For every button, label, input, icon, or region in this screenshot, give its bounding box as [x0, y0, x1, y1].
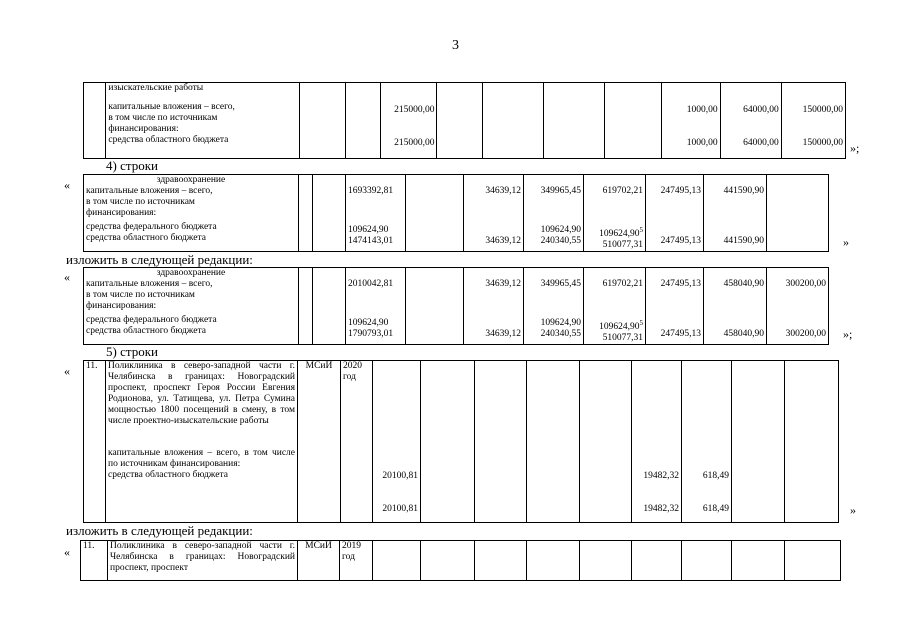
t2-cell: 619702,21 109624,90$^5$ 510077,31 [584, 175, 646, 252]
t3-description: здравоохранение капитальные вложения – всего, в том числе по источникам финансирования: средства федерального бюджета средства областного бюджета [84, 268, 299, 345]
opening-quote: « [64, 364, 70, 378]
t3-cell: 458040,90 458040,90 [704, 268, 767, 345]
closing-quote: »; [850, 141, 860, 155]
t2-cell: 349965,45 109624,90 240340,55 [524, 175, 584, 252]
t3-total-col: 2010042,81 109624,90 1790793,01 [346, 268, 406, 345]
t1-line: средства областного бюджета [108, 135, 229, 145]
t4-organization: МСиИ [298, 361, 341, 523]
table-rows-5 [83, 360, 839, 523]
table-prev-row [83, 82, 846, 159]
opening-quote: « [64, 270, 70, 284]
t1-line: в том числе по источникам [108, 113, 218, 123]
t1-line: изыскательские работы [108, 83, 204, 93]
t5-number: 11. [81, 541, 108, 581]
section-heading-5: 5) строки [106, 344, 158, 359]
t2-cell: 247495,13 247495,13 [646, 175, 704, 252]
t3-cell: 300200,00 300200,00 [767, 268, 829, 345]
page-number: 3 [452, 38, 459, 53]
t1-line: финансирования: [108, 124, 179, 134]
edit-heading: изложить в следующей редакции: [66, 252, 253, 267]
t1-cell: 64000,00 64000,00 [720, 83, 781, 159]
t2-cell: 34639,12 34639,12 [464, 175, 524, 252]
closing-quote: » [850, 503, 856, 517]
t3-cell: 247495,13 247495,13 [646, 268, 704, 345]
t4-description: Поликлиника в северо-западной части г. Челябинска в границах: Новоградский проспект, проспект Героя России Евгения Родионова, ул. Татищева, ул. Петра Сумина мощностью 1800 посещений в смену, в том числе проектно-изыскательские работы капитальные вложения – всего, в том числе по источникам финансирования: средства областного бюджета [106, 361, 298, 523]
opening-quote: « [64, 545, 70, 559]
closing-quote: » [843, 235, 849, 249]
edit-heading: изложить в следующей редакции: [66, 523, 253, 538]
t2-description: здравоохранение капитальные вложения – всего, в том числе по источникам финансирования: средства федерального бюджета средства областного бюджета [84, 175, 299, 252]
table-rows-4 [83, 174, 829, 252]
t5-organization: МСиИ [298, 541, 340, 581]
t3-cell: 619702,21 109624,90$^5$ 510077,31 [584, 268, 646, 345]
section-heading-4: 4) строки [106, 158, 158, 173]
t4-year: 2020 год [341, 361, 373, 523]
opening-quote: « [64, 178, 70, 192]
t5-year: 2019 год [340, 541, 373, 581]
t5-description: Поликлиника в северо-западной части г. Челябинска в границах: Новоградский проспект, проспект [108, 541, 298, 581]
t4-total: 20100,81 20100,81 [373, 361, 421, 523]
t3-cell: 34639,12 34639,12 [464, 268, 524, 345]
t1-cell: 215000,00 215000,00 [381, 83, 437, 159]
t4-number: 11. [84, 361, 106, 523]
t1-cell: 1000,00 1000,00 [661, 83, 720, 159]
table-rows-4-new [83, 267, 829, 345]
t4-cell: 618,49 618,49 [682, 361, 732, 523]
t1-description [106, 83, 300, 159]
t3-cell: 349965,45 109624,90 240340,55 [524, 268, 584, 345]
t1-line: капитальные вложения – всего, [108, 102, 235, 112]
t2-total-col: 1693392,81 109624,90 1474143,01 [346, 175, 406, 252]
table-rows-5-new [80, 540, 841, 581]
closing-quote: »; [843, 327, 853, 341]
t1-cell: 150000,00 150000,00 [781, 83, 845, 159]
t2-cell: 441590,90 441590,90 [704, 175, 767, 252]
t4-cell: 19482,32 19482,32 [632, 361, 682, 523]
